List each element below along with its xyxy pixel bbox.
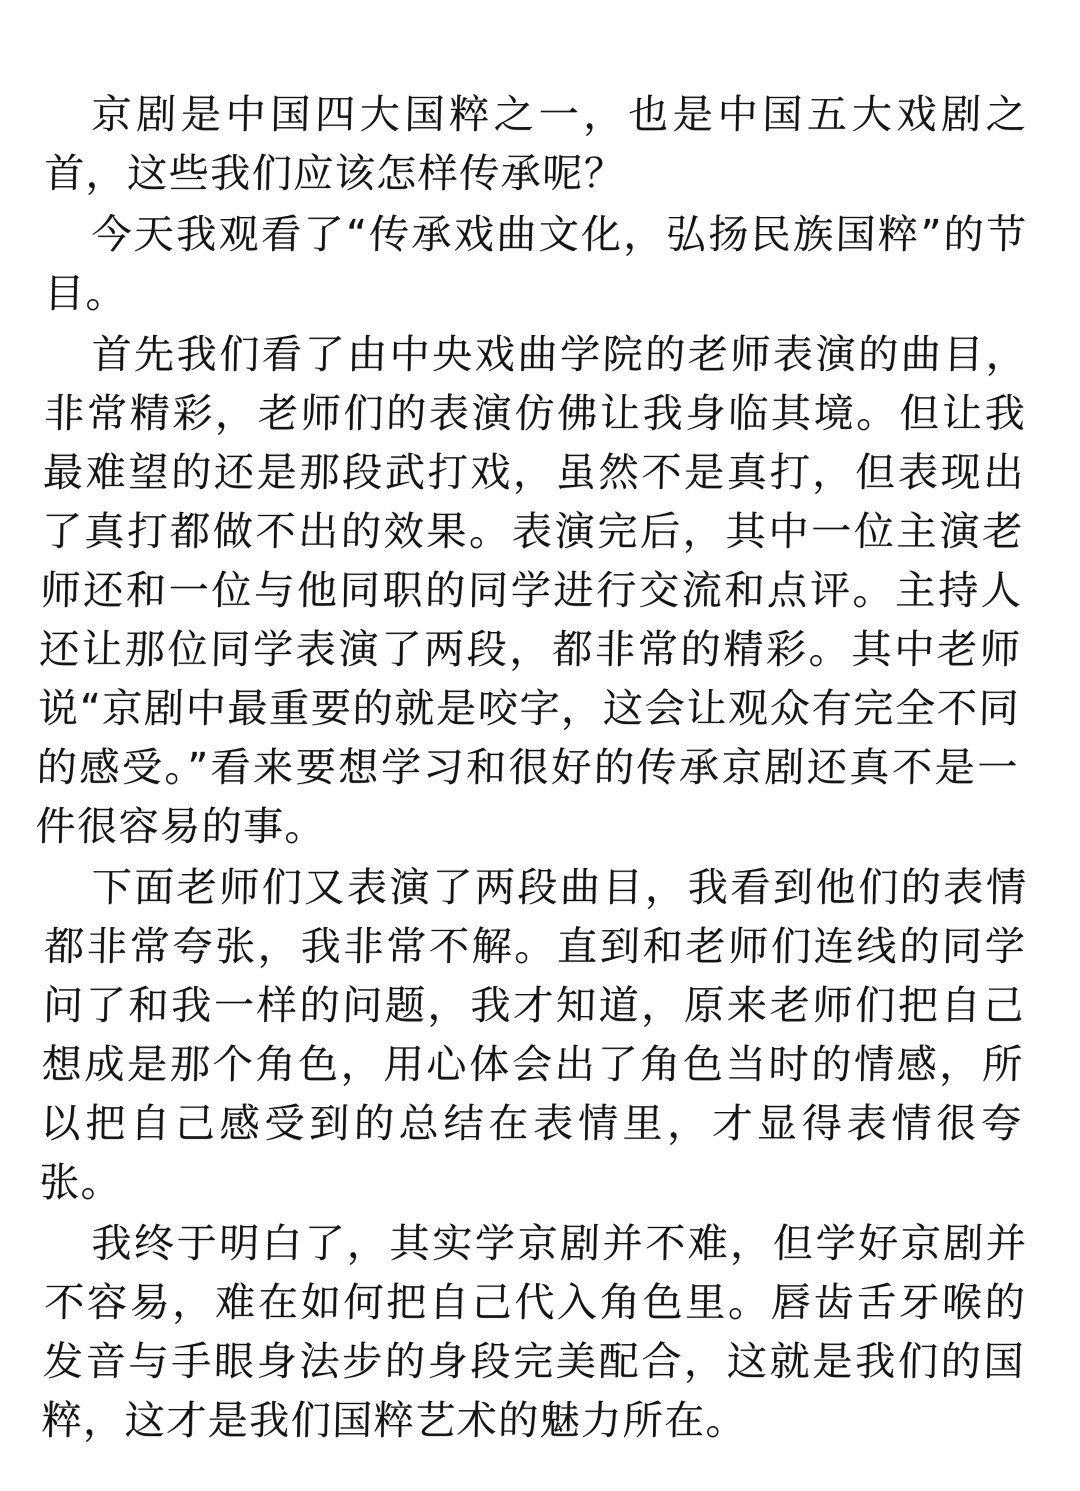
paragraph: 今天我观看了“传承戏曲文化，弘扬民族国粹”的节目。 xyxy=(43,212,1028,317)
paragraph: 我终于明白了，其实学京剧并不难，但学好京剧并不容易，难在如何把自己代入角色里。唇齿舌牙喉的发音与手眼身法步的身段完美配合，这就是我们的国粹，这才是我们国粹艺术的魅力所在。 xyxy=(41,1221,1028,1444)
essay-body xyxy=(35,86,1028,1451)
paragraph: 下面老师们又表演了两段曲目，我看到他们的表情都非常夸张，我非常不解。直到和老师们连线的同学问了和我一样的问题，我才知道，原来老师们把自己想成是那个角色，用心体会出了角色当时的情感，所以把自己感受到的总结在表情里，才显得表情很夸张。 xyxy=(38,865,1028,1206)
paragraph: 京剧是中国四大国粹之一，也是中国五大戏剧之首，这些我们应该怎样传承呢？ xyxy=(43,92,1028,197)
paragraph: 首先我们看了由中央戏曲学院的老师表演的曲目，非常精彩，老师们的表演仿佛让我身临其境。但让我最难望的还是那段武打戏，虽然不是真打，但表现出了真打都做不出的效果。表演完后，其中一位主演老师还和一位与他同职的同学进行交流和点评。主持人还让那位同学表演了两段，都非常的精彩。其中老师说“京剧中最重要的就是咬字，这会让观众有完全不同的感受。”看来要想学习和很好的传承京剧还真不是一件很容易的事。 xyxy=(35,332,1028,850)
